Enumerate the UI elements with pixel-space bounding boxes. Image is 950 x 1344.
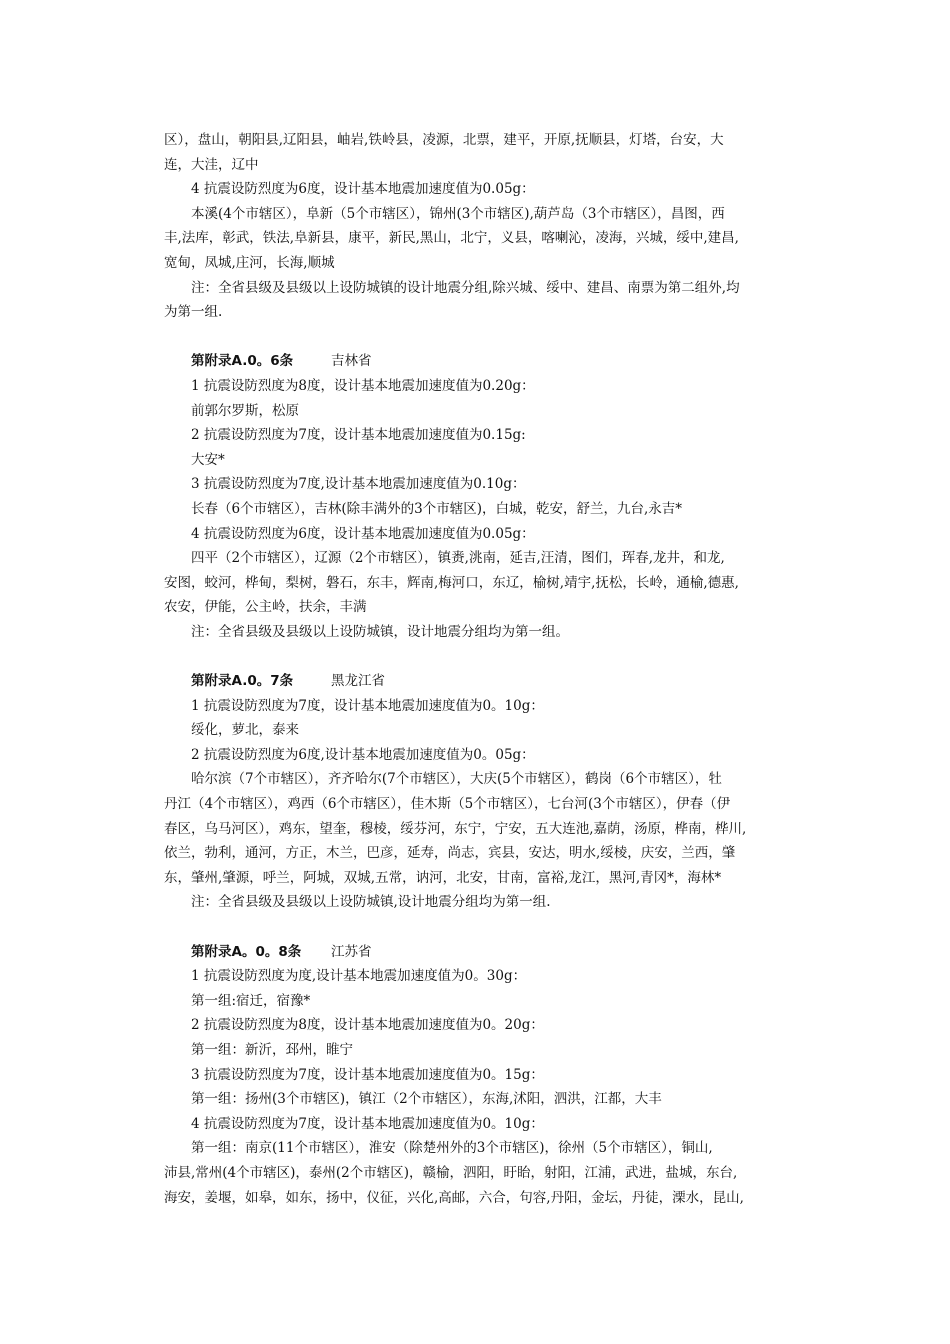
heilongjiang-heading [164,669,788,694]
jiangsu-degree9-cities: 第一组:宿迁，宿豫* [191,992,311,1009]
jilin-degree7a-cities: 大安* [191,451,225,468]
jiangsu-degree8-label: 2 抗震设防烈度为8度，设计基本地震加速度值为0。20g： [191,1017,544,1034]
liaoning-degree6-line-3: 宽甸，凤城,庄河，长海,顺城 [164,254,335,271]
jiangsu-degree7b-label: 4 抗震设防烈度为7度，设计基本地震加速度值为0。10g： [191,1115,544,1132]
jiangsu-degree7b-line-2: 沛县,常州(4个市辖区)，泰州(2个市辖区)，赣榆，泗阳，盱眙，射阳，江浦，武进，盐城，东台, [164,1164,738,1181]
heilongjiang-degree7-cities: 绥化，萝北，泰来 [191,722,299,739]
jiangsu-degree7b-line-3: 海安，姜堰，如皋，如东，扬中，仪征，兴化,高邮，六合，句容,丹阳，金坛，丹徒，溧水，昆山, [164,1189,744,1206]
jiangsu-degree8-cities: 第一组：新沂，邳州，睢宁 [191,1041,353,1058]
heilongjiang-degree6-label: 2 抗震设防烈度为6度,设计基本地震加速度值为0。05g： [191,746,535,763]
heilongjiang-degree7-label: 1 抗震设防烈度为7度，设计基本地震加速度值为0。10g： [191,697,544,714]
liaoning-degree6-line-2: 丰,法库，彰武，铁法,阜新县，康平，新民,黑山，北宁，义县，喀喇沁，凌海，兴城，绥中,建昌, [164,230,739,247]
jilin-heading-title: 第附录A.0。6条 [191,353,294,370]
jilin-heading [164,349,788,374]
jilin-degree6-label: 4 抗震设防烈度为6度，设计基本地震加速度值为0.05g： [191,525,535,542]
heilongjiang-degree6-line-5: 东，肇州,肇源，呼兰，阿城，双城,五常，讷河，北安，甘南，富裕,龙江，黑河,青冈*，海林* [164,869,722,886]
jilin-degree7b-cities: 长春（6个市辖区），吉林(除丰满外的3个市辖区)，白城，乾安，舒兰，九台,永吉* [191,500,683,517]
jiangsu-degree7a-cities: 第一组：扬州(3个市辖区)，镇江（2个市辖区），东海,沭阳，泗洪，江都，大丰 [191,1091,662,1108]
jiangsu-degree7a-label: 3 抗震设防烈度为7度，设计基本地震加速度值为0。15g： [191,1066,544,1083]
document-page [164,128,788,1210]
liaoning-note-line-1: 注：全省县级及县级以上设防城镇的设计地震分组,除兴城、绥中、建昌、南票为第二组外,均 [191,279,740,296]
jiangsu-degree7b-line-1: 第一组：南京(11个市辖区），淮安（除楚州外的3个市辖区)，徐州（5个市辖区），铜山, [191,1140,713,1157]
heilongjiang-heading-title: 第附录A.0。7条 [191,673,294,690]
heilongjiang-note: 注：全省县级及县级以上设防城镇,设计地震分组均为第一组. [191,894,551,911]
heilongjiang-degree6-line-1: 哈尔滨（7个市辖区），齐齐哈尔(7个市辖区），大庆(5个市辖区），鹤岗（6个市辖区），牡 [191,771,722,788]
jilin-heading-region: 吉林省 [331,353,372,370]
heilongjiang-degree6-line-2: 丹江（4个市辖区），鸡西（6个市辖区），佳木斯（5个市辖区），七台河(3个市辖区），伊春（伊 [164,796,731,813]
jilin-degree6-line-2: 安图，蛟河，桦甸，梨树，磐石，东丰，辉南,梅河口，东辽，榆树,靖宇,抚松，长岭，通榆,德惠, [164,574,739,591]
liaoning-note-line-2: 为第一组. [164,304,223,321]
section-spacer [164,325,788,350]
jiangsu-heading [164,940,788,965]
liaoning-degree6-line-1: 本溪(4个市辖区），阜新（5个市辖区），锦州(3个市辖区),葫芦岛（3个市辖区），昌图，西 [191,205,725,222]
jiangsu-heading-title: 第附录A。0。8条 [191,943,302,960]
jilin-degree6-line-3: 农安，伊能，公主岭，扶余，丰满 [164,599,367,616]
jilin-degree8-label: 1 抗震设防烈度为8度，设计基本地震加速度值为0.20g： [191,377,535,394]
jiangsu-heading-region: 江苏省 [331,943,372,960]
jiangsu-degree9-label: 1 抗震设防烈度为度,设计基本地震加速度值为0。30g： [191,968,527,985]
liaoning-degree6-label: 4 抗震设防烈度为6度，设计基本地震加速度值为0.05g： [191,181,535,198]
heilongjiang-heading-region: 黑龙江省 [331,673,385,690]
heilongjiang-degree6-line-4: 依兰，勃利，通河，方正，木兰，巴彦，延寿，尚志，宾县，安达，明水,绥棱，庆安，兰西，肇 [164,845,736,862]
jilin-degree7b-label: 3 抗震设防烈度为7度,设计基本地震加速度值为0.10g： [191,476,526,493]
jilin-note: 注：全省县级及县级以上设防城镇，设计地震分组均为第一组。 [191,623,569,640]
liaoning-cities-line-1: 区），盘山，朝阳县,辽阳县，岫岩,铁岭县，凌源，北票，建平，开原,抚顺县，灯塔，台安，大 [164,132,724,148]
jilin-degree6-line-1: 四平（2个市辖区），辽源（2个市辖区），镇赉,洮南，延吉,汪清，图们，珲春,龙井，和龙, [191,550,725,567]
section-spacer [164,915,788,940]
heilongjiang-degree6-line-3: 春区，乌马河区），鸡东，望奎，穆棱，绥芬河，东宁，宁安，五大连池,嘉荫，汤原，桦南，桦川, [164,820,747,837]
section-spacer [164,644,788,669]
liaoning-cities-line-2: 连，大洼，辽中 [164,156,259,173]
jilin-degree8-cities: 前郭尔罗斯，松原 [191,402,299,419]
jilin-degree7a-label: 2 抗震设防烈度为7度，设计基本地震加速度值为0.15g: [191,427,526,444]
